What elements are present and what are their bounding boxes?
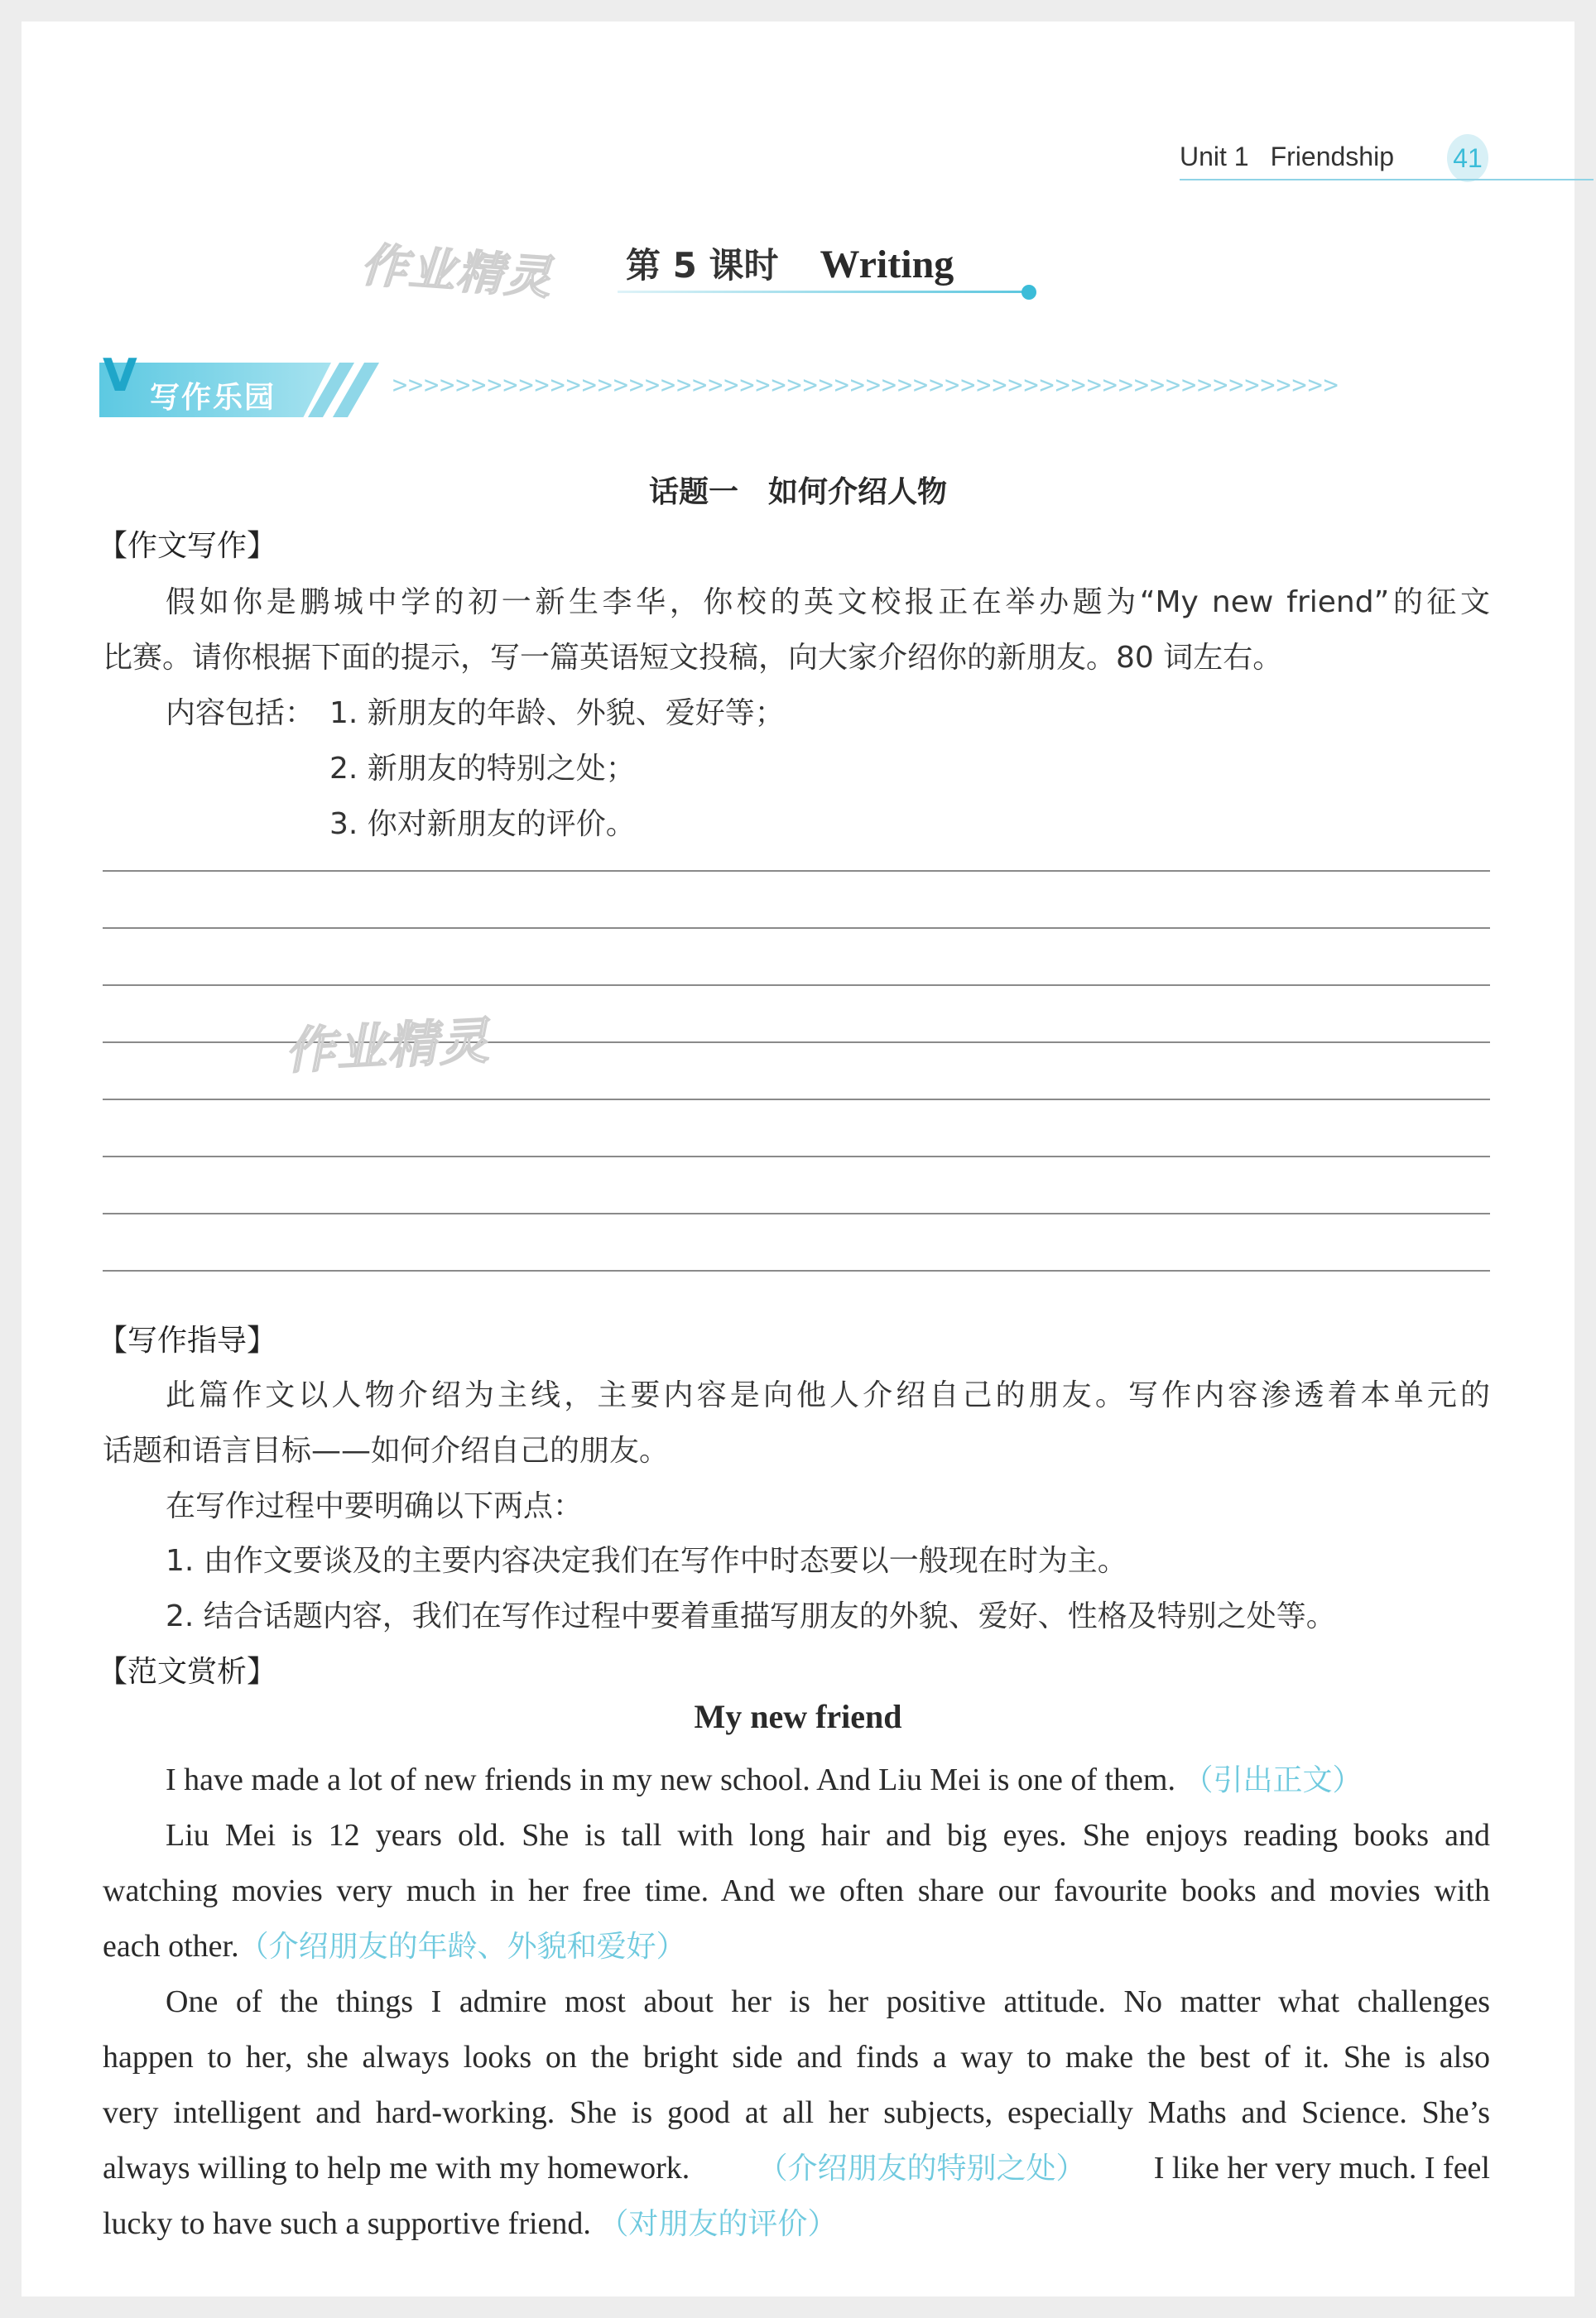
essay-annotation: （引出正文）	[1183, 1763, 1363, 1797]
guide-line-3: 在写作过程中要明确以下两点：	[166, 1489, 584, 1523]
essay-p2-line-2: watching movies very much in her free time. And we often share our favourite books and movies with	[103, 1873, 1490, 1908]
essay-title: My new friend	[694, 1698, 902, 1735]
essay-p3-line-5	[103, 2196, 837, 2252]
content-item-3: 3. 你对新朋友的评价。	[329, 807, 636, 841]
content-item-1: 1. 新朋友的年龄、外貌、爱好等；	[329, 696, 785, 730]
topic-heading: 话题一 如何介绍人物	[648, 475, 947, 509]
task-label: 【作文写作】	[98, 529, 277, 563]
essay-p3-text: I like her very much. I feel	[1153, 2151, 1490, 2186]
lesson-title-cn: 第 5 课时	[626, 245, 779, 286]
essay-p3-line-3: very intelligent and hard-working. She is good at all her subjects, especially Maths and Science. She’s	[103, 2095, 1490, 2130]
title-dot	[1022, 285, 1036, 300]
essay-p3-line-4	[103, 2141, 1490, 2196]
guide-point-2: 2. 结合话题内容，我们在写作过程中要着重描写朋友的外貌、爱好、性格及特别之处等。	[166, 1599, 1336, 1633]
essay-p3-line-1: One of the things I admire most about her is her positive attitude. No matter what challenges	[166, 1984, 1490, 2019]
essay-paragraph-1	[166, 1753, 1362, 1808]
essay-p2-line-1: Liu Mei is 12 years old. She is tall with long hair and big eyes. She enjoys reading books and	[166, 1818, 1490, 1853]
unit-title: Friendship	[1270, 142, 1394, 171]
unit-number: Unit 1	[1180, 142, 1249, 171]
essay-annotation: （介绍朋友的年龄、外貌和爱好）	[238, 1930, 686, 1964]
lesson-title	[626, 238, 954, 288]
essay-annotation: （介绍朋友的特别之处）	[757, 2152, 1086, 2186]
guide-line-1: 此篇作文以人物介绍为主线，主要内容是向他人介绍自己的朋友。写作内容渗透着本单元的	[166, 1378, 1490, 1412]
writing-line[interactable]	[103, 1213, 1490, 1214]
writing-line[interactable]	[103, 927, 1490, 929]
content-lead: 内容包括：	[166, 696, 315, 730]
running-header	[1180, 142, 1394, 172]
watermark: 作业精灵	[358, 238, 555, 306]
header-rule	[1180, 179, 1594, 180]
content-item-2: 2. 新朋友的特别之处；	[329, 752, 636, 786]
writing-line[interactable]	[103, 1099, 1490, 1100]
sample-label: 【范文赏析】	[98, 1655, 277, 1689]
page	[22, 22, 1574, 2296]
writing-line[interactable]	[103, 870, 1490, 872]
essay-p1-text: I have made a lot of new friends in my new school. And Liu Mei is one of them.	[166, 1763, 1175, 1797]
banner-arrows: >>>>>>>>>>>>>>>>>>>>>>>>>>>>>>>>>>>>>>>>>>>>>>>>>>>>>>>>>>>>	[392, 371, 1339, 400]
writing-line[interactable]	[103, 1156, 1490, 1157]
essay-p2-line-3	[103, 1919, 686, 1974]
watermark: 作业精灵	[283, 1012, 492, 1081]
essay-p3-text: lucky to have such a supportive friend.	[103, 2206, 591, 2241]
banner-v-icon: V	[103, 349, 137, 402]
page-number: 41	[1447, 134, 1488, 182]
writing-line[interactable]	[103, 984, 1490, 986]
essay-p2-text: each other.	[103, 1929, 239, 1964]
guide-point-1: 1. 由作文要谈及的主要内容决定我们在写作中时态要以一般现在时为主。	[166, 1544, 1127, 1578]
essay-p3-text: always willing to help me with my homework.	[103, 2151, 690, 2186]
title-underline	[618, 291, 1023, 293]
essay-annotation: （对朋友的评价）	[598, 2207, 838, 2241]
section-banner-label: 写作乐园	[150, 381, 276, 415]
guide-label: 【写作指导】	[98, 1324, 277, 1358]
task-line-2: 比赛。请你根据下面的提示，写一篇英语短文投稿，向大家介绍你的新朋友。80 词左右。	[103, 641, 1283, 675]
essay-p3-line-2: happen to her, she always looks on the bright side and finds a way to make the best of it. She is also	[103, 2040, 1490, 2075]
lesson-title-en: Writing	[820, 243, 954, 286]
writing-line[interactable]	[103, 1270, 1490, 1272]
guide-line-2: 话题和语言目标——如何介绍自己的朋友。	[103, 1434, 670, 1468]
task-line-1: 假如你是鹏城中学的初一新生李华，你校的英文校报正在举办题为“My new friend”的征文	[166, 585, 1490, 619]
